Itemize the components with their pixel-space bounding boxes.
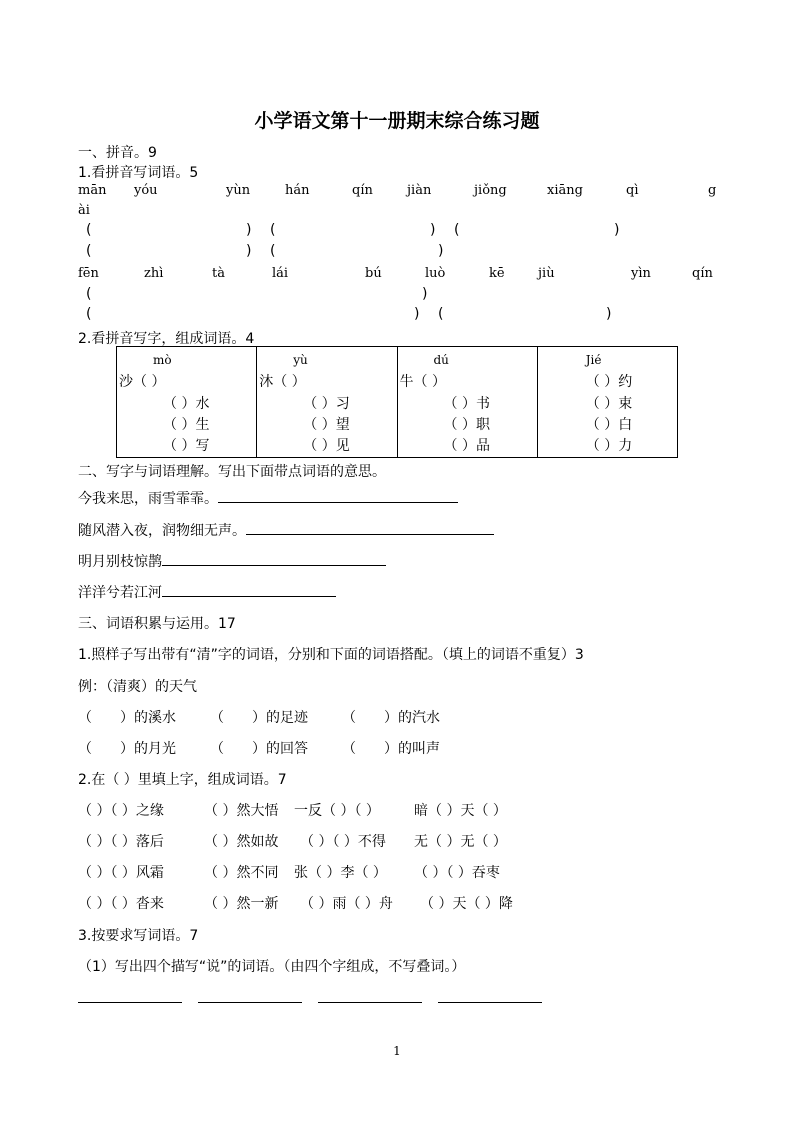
grid-pinyin: mò — [153, 353, 172, 367]
pinyin: lái — [272, 266, 289, 281]
pinyin: xiāng — [547, 183, 583, 198]
pinyin: jiǒng — [474, 183, 507, 198]
paren-open: ( — [270, 222, 276, 238]
fill-item: （ ）（ ）落后 — [78, 834, 164, 850]
collocation-item: （ ）的回答 — [210, 741, 308, 757]
pinyin: hán — [285, 183, 310, 198]
fill-item: 一反（ ）（ ） — [294, 803, 380, 819]
grid-pinyin: Jié — [585, 353, 602, 367]
grid-cell — [117, 347, 257, 458]
paren-open: ( — [438, 306, 444, 322]
poem-text: 随风潜入夜，润物细无声。 — [78, 523, 246, 539]
fill-item: 暗（ ）天（ ） — [414, 803, 507, 819]
grid-row: （ ）望 — [303, 417, 350, 433]
fill-item: （ ）（ ）风霜 — [78, 865, 164, 881]
collocation-item: （ ）的溪水 — [78, 710, 176, 726]
pinyin: qín — [352, 183, 373, 198]
grid-cell — [537, 347, 677, 458]
paren-close: ) — [614, 222, 620, 238]
grid-row: （ ）束 — [585, 396, 633, 412]
pinyin: jiàn — [407, 183, 432, 198]
answer-blank[interactable] — [162, 551, 386, 566]
paren-open: ( — [86, 243, 92, 259]
paren-close: ) — [606, 306, 612, 322]
grid-row: （ ）职 — [443, 417, 490, 433]
example-line: 例：（清爽）的天气 — [78, 679, 197, 695]
page-number: 1 — [393, 1044, 401, 1058]
grid-row: （ ）生 — [163, 417, 210, 433]
pinyin: qín — [692, 266, 713, 281]
paren-close: ) — [430, 222, 436, 238]
pinyin: kē — [489, 266, 505, 281]
collocation-item: （ ）的足迹 — [210, 710, 308, 726]
paren-open: ( — [454, 222, 460, 238]
pinyin: yóu — [134, 183, 158, 198]
pinyin-char-grid — [116, 346, 678, 458]
grid-row: （ ）约 — [585, 374, 633, 390]
fill-item: （ ）（ ）吞枣 — [414, 865, 500, 881]
fill-item: （ ）然如故 — [204, 834, 279, 850]
grid-cell — [257, 347, 397, 458]
paren-open: ( — [86, 222, 92, 238]
answer-blank[interactable] — [162, 582, 336, 597]
section3-q3: 3.按要求写词语。7 — [78, 928, 199, 944]
section1-q2: 2.看拼音写字，组成词语。4 — [78, 331, 255, 347]
fill-item: （ ）然不同 — [204, 865, 279, 881]
poem-text: 明月别枝惊鹊 — [78, 554, 162, 570]
grid-cell — [397, 347, 537, 458]
fill-item: （ ）天（ ）降 — [420, 896, 513, 912]
poem-text: 洋洋兮若江河 — [78, 585, 162, 601]
grid-row: （ ）习 — [303, 396, 350, 412]
section3-q1: 1.照样子写出带有“清”字的词语，分别和下面的词语搭配。（填上的词语不重复）3 — [78, 647, 584, 663]
answer-blank[interactable] — [318, 1002, 422, 1003]
section3-q2: 2.在（ ）里填上字，组成词语。7 — [78, 772, 287, 788]
answer-blank[interactable] — [246, 520, 494, 535]
fill-item: （ ）然大悟 — [204, 803, 279, 819]
grid-pinyin: dú — [433, 353, 449, 367]
answer-blank[interactable] — [438, 1002, 542, 1003]
pinyin: zhì — [144, 266, 164, 281]
pinyin: qì — [626, 183, 639, 198]
page-title: 小学语文第十一册期末综合练习题 — [254, 110, 540, 132]
pinyin: fēn — [78, 266, 99, 281]
fill-item: （ ）雨（ ）舟 — [300, 896, 393, 912]
fill-item: 无（ ）无（ ） — [414, 834, 507, 850]
answer-blank[interactable] — [78, 1002, 182, 1003]
pinyin: bú — [365, 266, 382, 281]
paren-close: ) — [246, 243, 252, 259]
grid-row: （ ）水 — [163, 396, 210, 412]
collocation-item: （ ）的月光 — [78, 741, 176, 757]
pinyin: jiù — [538, 266, 555, 281]
poem-line — [78, 520, 494, 540]
fill-item: （ ）（ ）不得 — [300, 834, 386, 850]
fill-item: （ ）（ ）之缘 — [78, 803, 164, 819]
paren-close: ) — [414, 306, 420, 322]
pinyin: ài — [78, 203, 90, 218]
paren-open: ( — [86, 286, 92, 302]
paren-close: ) — [246, 222, 252, 238]
answer-blank[interactable] — [198, 1002, 302, 1003]
poem-text: 今我来思，雨雪霏霏。 — [78, 491, 218, 507]
answer-blank[interactable] — [218, 488, 458, 503]
fill-item: （ ）（ ）沓来 — [78, 896, 164, 912]
grid-row: 牛（ ） — [399, 374, 446, 390]
grid-pinyin: yù — [293, 353, 308, 367]
fill-item: （ ）然一新 — [204, 896, 279, 912]
section2-heading: 二、写字与词语理解。写出下面带点词语的意思。 — [78, 464, 386, 480]
fill-item: 张（ ）李（ ） — [294, 865, 387, 881]
pinyin: yìn — [631, 266, 651, 281]
grid-row: （ ）白 — [585, 417, 633, 433]
paren-close: ) — [422, 286, 428, 302]
poem-line — [78, 551, 386, 571]
pinyin: mān — [78, 183, 107, 198]
pinyin: tà — [212, 266, 225, 281]
section3-heading: 三、词语积累与运用。17 — [78, 616, 236, 632]
paren-open: ( — [86, 306, 92, 322]
poem-line — [78, 582, 336, 602]
section3-q3-1: （1）写出四个描写“说”的词语。（由四个字组成，不写叠词。） — [78, 959, 466, 975]
collocation-item: （ ）的叫声 — [342, 741, 440, 757]
poem-line — [78, 488, 458, 508]
section1-heading: 一、拼音。9 — [78, 145, 157, 161]
pinyin: yùn — [226, 183, 251, 198]
section1-q1: 1.看拼音写词语。5 — [78, 165, 199, 181]
collocation-item: （ ）的汽水 — [342, 710, 440, 726]
grid-row: 沐（ ） — [259, 374, 306, 390]
grid-row: （ ）书 — [443, 396, 490, 412]
paren-close: ) — [438, 243, 444, 259]
pinyin: g — [708, 183, 717, 198]
paren-open: ( — [270, 243, 276, 259]
grid-row: （ ）力 — [585, 438, 633, 454]
grid-row: （ ）见 — [303, 438, 350, 454]
grid-row: 沙（ ） — [119, 374, 166, 390]
grid-row: （ ）写 — [163, 438, 210, 454]
grid-row: （ ）品 — [443, 438, 490, 454]
pinyin: luò — [425, 266, 446, 281]
